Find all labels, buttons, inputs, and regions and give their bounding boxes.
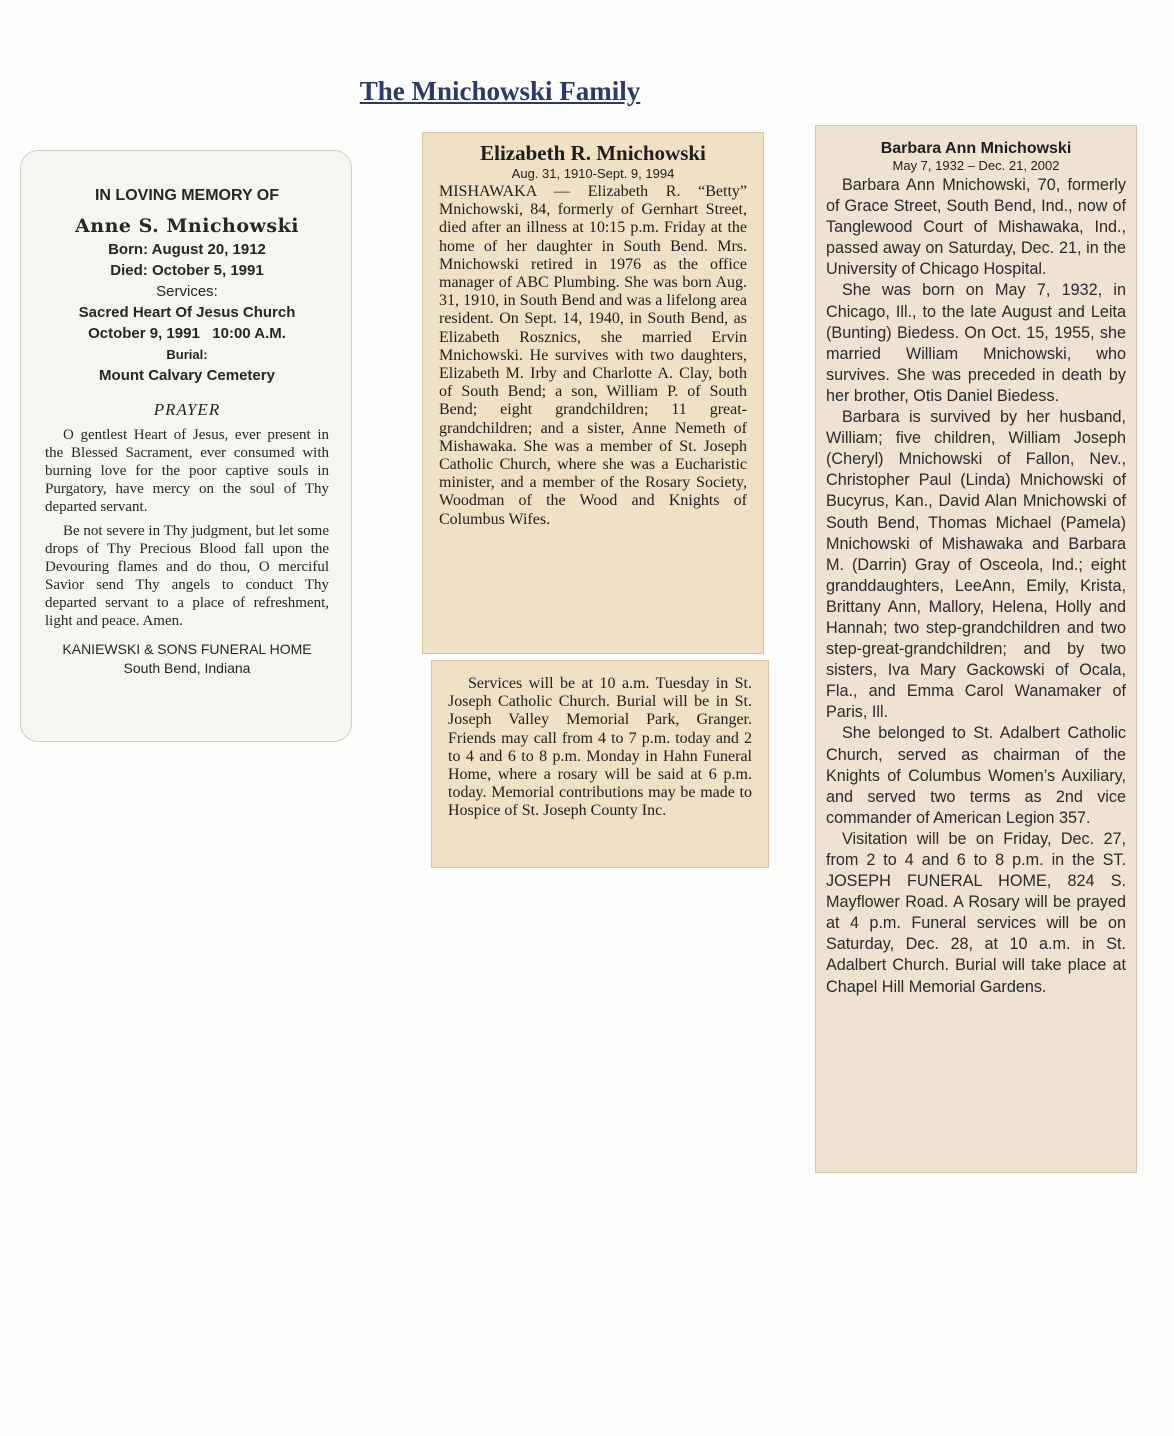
obituary-paragraph: Visitation will be on Friday, Dec. 27, from 2 to 4 and 6 to 8 p.m. in the ST. JOSEPH FUNERAL HOME, 824 S. Mayflower Road. A Rosary will be prayed at 4 p.m. Funeral services will be on Saturday, Dec. 28, at 10 a.m. in St. Adalbert Church. Burial will take place at Chapel Hill Memorial Gardens. — [826, 829, 1126, 996]
card-died: Died: October 5, 1991 — [110, 262, 264, 279]
obituary-paragraph: Barbara is survived by her husband, William; five children, William Joseph (Cheryl) Mnichowski of Fallon, Nev., Christopher Paul (Linda) Mnichowski of Bucyrus, Kan., David Alan Mnichowski of South Bend, Thomas Michael (Pamela) Mnichowski of Mishawaka and Barbara M. (Darrin) Gray of Osceola, Ind.; eight granddaughters, LeeAnn, Emily, Krista, Brittany Ann, Mallory, Helena, Holly and Hannah; two step-grandchildren and two step-great-grandchildren; and by two sisters, Iva Mary Gackowski of Ocala, Fla., and Emma Carol Wanamaker of Paris, Ill. — [826, 408, 1126, 722]
obituary-paragraph: She was born on May 7, 1932, in Chicago, Ill., to the late August and Leita (Bunting) Biedess. On Oct. 15, 1955, she married William Mnichowski, who survives. She was preceded in death by her brother, Otis Daniel Biedess. — [826, 281, 1126, 405]
card-heading: IN LOVING MEMORY OF — [94, 187, 279, 204]
memorial-card — [20, 150, 352, 742]
page-title: The Mnichowski Family — [359, 76, 641, 106]
card-prayer-paragraph: Be not severe in Thy judgment, but let some drops of Thy Precious Blood fall upon the Devouring flames and do thou, O merciful Savior send Thy angels to conduct Thy departed servant to a place of refreshment, light and peace. Amen. — [45, 523, 329, 629]
obituary-clipping-elizabeth — [422, 132, 764, 654]
card-name: Anne S. Mnichowski — [75, 215, 299, 237]
obituary-name: Elizabeth R. Mnichowski — [480, 141, 706, 165]
card-burial-label: Burial: — [166, 347, 208, 362]
card-born: Born: August 20, 1912 — [108, 241, 266, 258]
obituary-services: Services will be at 10 a.m. Tuesday in St. Joseph Catholic Church. Burial will be in St. Joseph Valley Memorial Park, Granger. Friends may call from 4 to 7 p.m. today and 2 to 4 and 6 to 8 p.m. Monday in Hahn Funeral Home, where a rosary will be said at 6 p.m. today. Memorial contributions may be made to Hospice of St. Joseph County Inc. — [448, 675, 752, 820]
obituary-dates: Aug. 31, 1910-Sept. 9, 1994 — [511, 166, 675, 181]
card-cemetery: Mount Calvary Cemetery — [99, 367, 275, 384]
card-services-label: Services: — [156, 283, 218, 300]
obituary-clipping-services — [431, 660, 769, 868]
card-prayer-paragraph: O gentlest Heart of Jesus, ever present in the Blessed Sacrament, ever consumed with burning love for the poor captive souls in Purgatory, have mercy on the soul of Thy departed servant. — [45, 427, 329, 515]
card-city: South Bend, Indiana — [123, 660, 251, 676]
card-funeral-home: KANIEWSKI & SONS FUNERAL HOME — [62, 641, 312, 657]
obituary-dates: May 7, 1932 – Dec. 21, 2002 — [892, 158, 1060, 173]
card-prayer-title: PRAYER — [153, 400, 221, 419]
obituary-clipping-barbara — [815, 125, 1137, 1173]
card-service-time: October 9, 1991 10:00 A.M. — [88, 325, 286, 342]
card-church: Sacred Heart Of Jesus Church — [78, 304, 296, 321]
obituary-name: Barbara Ann Mnichowski — [880, 140, 1072, 157]
obituary-paragraph: She belonged to St. Adalbert Catholic Church, served as chairman of the Knights of Columbus Women’s Auxiliary, and served two terms as 2nd vice commander of American Legion 357. — [826, 724, 1126, 827]
obituary-body: MISHAWAKA — Elizabeth R. “Betty” Mnichowski, 84, formerly of Gernhart Street, died after an illness at 10:15 p.m. Friday at the home of her daughter in South Bend. Mrs. Mnichowski retired in 1976 as the office manager of ABC Plumbing. She was born Aug. 31, 1910, in South Bend and was a lifelong area resident. On Sept. 14, 1940, in South Bend, as Elizabeth Rosznics, she married Ervin Mnichowski. He survives with two daughters, Elizabeth M. Irby and Charlotte A. Clay, both of South Bend; a son, William P. of South Bend; eight grandchildren; 11 great-grandchildren; and a sister, Anne Nemeth of Mishawaka. She was a member of St. Joseph Catholic Church, where she was a Eucharistic minister, and a member of the Rosary Society, Woodman of the Wood and Knights of Columbus Wifes. — [439, 183, 747, 528]
obituary-paragraph: Barbara Ann Mnichowski, 70, formerly of Grace Street, South Bend, Ind., now of Tanglewood Court of Mishawaka, Ind., passed away on Saturday, Dec. 21, in the University of Chicago Hospital. — [826, 176, 1126, 279]
